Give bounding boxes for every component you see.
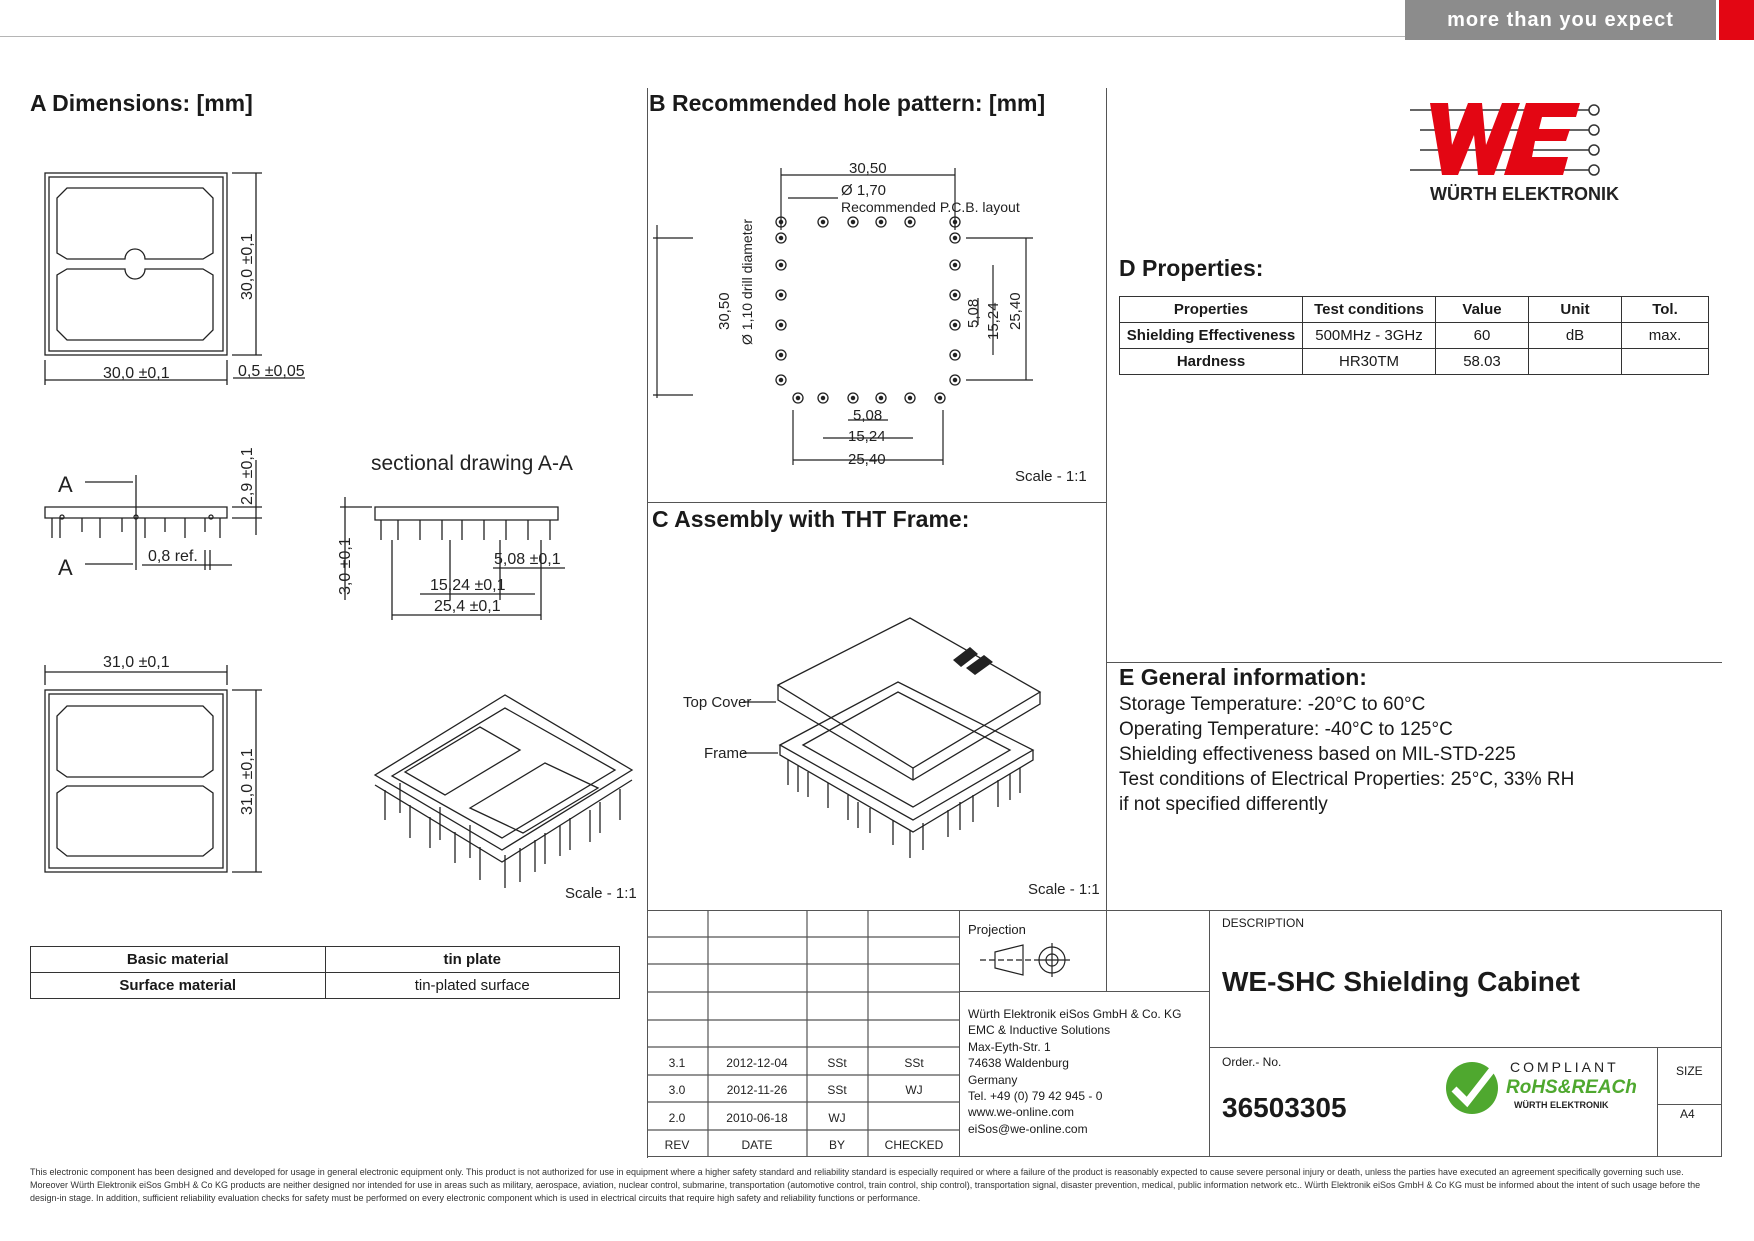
section-marker-a-top: A [58, 472, 73, 497]
date-cell: 2012-12-04 [726, 1056, 788, 1070]
dim-ref: 0,8 ref. [148, 548, 198, 565]
materials-table [30, 946, 620, 999]
pcb-hole-center [953, 323, 956, 326]
website-link[interactable]: www.we-online.com [968, 1105, 1075, 1120]
table-row: Properties Test conditions Value Unit Tol. [1120, 297, 1709, 323]
section-c-scale: Scale - 1:1 [1028, 881, 1100, 898]
checked-cell: SSt [904, 1056, 924, 1070]
pcb-hole-center [779, 353, 782, 356]
pcb-hole-center [796, 396, 799, 399]
rev-cell: 3.1 [668, 1056, 686, 1070]
rev-cell: 3.0 [668, 1083, 686, 1097]
section-d-title: D Properties: [1119, 255, 1264, 281]
pcb-hole-center [779, 220, 782, 223]
dim-span1: 15,24 ±0,1 [430, 577, 506, 594]
top-cover-label: Top Cover [683, 694, 752, 711]
pcb-hole-center [953, 353, 956, 356]
rev-header: REV [664, 1138, 690, 1152]
pcb-hole-center [953, 293, 956, 296]
description-label: DESCRIPTION [1222, 916, 1305, 930]
address-divider [959, 991, 1210, 992]
table-row: Basic material tin plate [31, 947, 620, 973]
section-marker-a-bottom: A [58, 555, 73, 580]
section-b-drawing [648, 130, 1105, 502]
pcb-hole-center [779, 263, 782, 266]
info-line: Storage Temperature: -20°C to 60°C [1119, 694, 1426, 715]
dim-right-p2: 15,24 [985, 302, 1002, 340]
we-logo-mark [1430, 103, 1580, 175]
rohs-company-text: WÜRTH ELEKTRONIK [1514, 1100, 1609, 1110]
pcb-hole-center [953, 220, 956, 223]
dim-right-p3: 25,40 [1007, 292, 1024, 330]
dim-side-height: 2,9 ±0,1 [239, 447, 256, 505]
by-header: BY [828, 1138, 846, 1152]
size-row-divider [1657, 1104, 1722, 1105]
rohs-reach-badge [1440, 1056, 1650, 1116]
size-divider [1657, 1047, 1658, 1157]
pcb-layout-label: Recommended P.C.B. layout [841, 199, 1020, 215]
dim-span2: 25,4 ±0,1 [434, 598, 501, 615]
divider-d-e [1106, 662, 1722, 663]
pcb-hole-center [953, 263, 956, 266]
section-a-scale: Scale - 1:1 [565, 885, 637, 902]
rohs-text: RoHS&REACh [1506, 1077, 1637, 1098]
pcb-hole-center [879, 396, 882, 399]
dim-top-height: 30,0 ±0,1 [239, 233, 256, 300]
section-e-title: E General information: [1119, 664, 1367, 690]
by-cell: WJ [828, 1111, 846, 1125]
order-label: Order.- No. [1222, 1055, 1282, 1069]
dim-height: 30,50 [716, 292, 733, 330]
table-row: Shielding Effectiveness 500MHz - 3GHz 60 dB max. [1120, 323, 1709, 349]
pcb-hole-center [779, 378, 782, 381]
divider-b-d [1106, 88, 1107, 910]
dim-right-p1: 5,08 [965, 298, 982, 328]
info-line: Shielding effectiveness based on MIL-STD-225 [1119, 744, 1516, 765]
date-cell: 2012-11-26 [726, 1083, 788, 1097]
logo-company-name: WÜRTH ELEKTRONIK [1430, 184, 1619, 204]
dim-bottom-p1: 5,08 [853, 407, 883, 424]
section-c-title: C Assembly with THT Frame: [652, 506, 970, 532]
pcb-hole-center [851, 220, 854, 223]
divider-b-c [647, 502, 1106, 503]
pcb-hole-center [851, 396, 854, 399]
section-drawing-title: sectional drawing A-A [371, 452, 573, 475]
dim-bottom-height: 31,0 ±0,1 [239, 748, 256, 815]
pcb-hole-center [779, 293, 782, 296]
section-a-title: A Dimensions: [mm] [30, 90, 253, 116]
section-b-scale: Scale - 1:1 [1015, 468, 1087, 485]
size-value: A4 [1680, 1107, 1695, 1121]
info-line: if not specified differently [1119, 794, 1328, 815]
section-b-title: B Recommended hole pattern: [mm] [649, 90, 1046, 116]
general-info [1119, 692, 1574, 817]
pcb-hole-center [821, 396, 824, 399]
hole-pattern [776, 217, 960, 403]
properties-table [1119, 296, 1709, 375]
wurth-logo [1400, 95, 1650, 215]
header-rule [0, 36, 1405, 37]
drill-diameter-label: Ø 1,10 drill diameter [739, 218, 755, 345]
projection-divider [1106, 910, 1107, 992]
rev-cell: 2.0 [668, 1111, 686, 1125]
pcb-hole-center [953, 378, 956, 381]
dim-top-width: 30,0 ±0,1 [103, 365, 170, 382]
checked-cell: WJ [905, 1083, 923, 1097]
dim-pitch: 5,08 ±0,1 [494, 551, 561, 568]
section-c-drawing [648, 540, 1105, 910]
slogan-banner: more than you expect [1405, 0, 1716, 40]
order-number: 36503305 [1222, 1092, 1347, 1123]
dim-hole: Ø 1,70 [841, 182, 887, 199]
dim-section-height: 3,0 ±0,1 [337, 537, 354, 595]
pcb-hole-center [908, 396, 911, 399]
dim-bottom-width: 31,0 ±0,1 [103, 654, 170, 671]
product-description: WE-SHC Shielding Cabinet [1222, 966, 1580, 997]
size-label: SIZE [1676, 1064, 1703, 1078]
checked-header: CHECKED [884, 1138, 944, 1152]
dim-bottom-p2: 15,24 [848, 428, 886, 445]
disclaimer-text: This electronic component has been designed and developed for usage in general electronic equipment only. This product is not authorized for use in equipment where a higher safety standard and reliability standard is especially required or where a failure of the product is reasonably expected to cause severe personal injury or death, unless the parties have executed an agreement specifically governing such use. Moreover Würth Elektronik eiSos GmbH & Co KG products are neither designed nor intended for use in areas such as military, aerospace, aviation, nuclear control, submarine, transportation (automotive control, train control, ship control), transportation signal, disaster prevention, medical, public information network etc.. Würth Elektronik eiSos GmbH & Co KG must be informed about the intent of such usage before the design-in stage. In addition, sufficient reliability evaluation checks for safety must be performed on every electronic component which is used in electrical circuits that require high safety and reliability functions or performance. [30, 1167, 1701, 1203]
section-a-drawing [0, 120, 647, 910]
frame-label: Frame [704, 745, 748, 762]
dim-width: 30,50 [849, 160, 887, 177]
company-address: Würth Elektronik eiSos GmbH & Co. KG EMC & Inductive Solutions Max-Eyth-Str. 1 74638 Waldenburg Germany Tel. +49 (0) 79 42 945 - 0 www.we-online.com eiSos@we-online.com [968, 1007, 1182, 1136]
dim-bottom-p3: 25,40 [848, 451, 886, 468]
pcb-hole-center [938, 396, 941, 399]
table-row: Hardness HR30TM 58.03 [1120, 349, 1709, 375]
info-line: Operating Temperature: -40°C to 125°C [1119, 719, 1453, 740]
brand-red-block [1719, 0, 1754, 40]
pcb-hole-center [821, 220, 824, 223]
projection-label: Projection [968, 922, 1026, 937]
table-row: Surface material tin-plated surface [31, 973, 620, 999]
pcb-hole-center [779, 323, 782, 326]
pcb-hole-center [908, 220, 911, 223]
description-divider [1209, 1047, 1722, 1048]
pcb-hole-center [879, 220, 882, 223]
email-link[interactable]: eiSos@we-online.com [968, 1121, 1088, 1136]
compliant-text: COMPLIANT [1510, 1059, 1619, 1075]
pcb-hole-center [779, 236, 782, 239]
pcb-hole-center [953, 236, 956, 239]
dim-thickness: 0,5 ±0,05 [238, 363, 305, 380]
by-cell: SSt [827, 1056, 847, 1070]
by-cell: SSt [827, 1083, 847, 1097]
projection-symbol-icon [975, 940, 1085, 980]
date-header: DATE [741, 1138, 773, 1152]
revision-grid [647, 910, 960, 1157]
date-cell: 2010-06-18 [726, 1111, 788, 1125]
info-line: Test conditions of Electrical Properties: 25°C, 33% RH [1119, 769, 1575, 790]
